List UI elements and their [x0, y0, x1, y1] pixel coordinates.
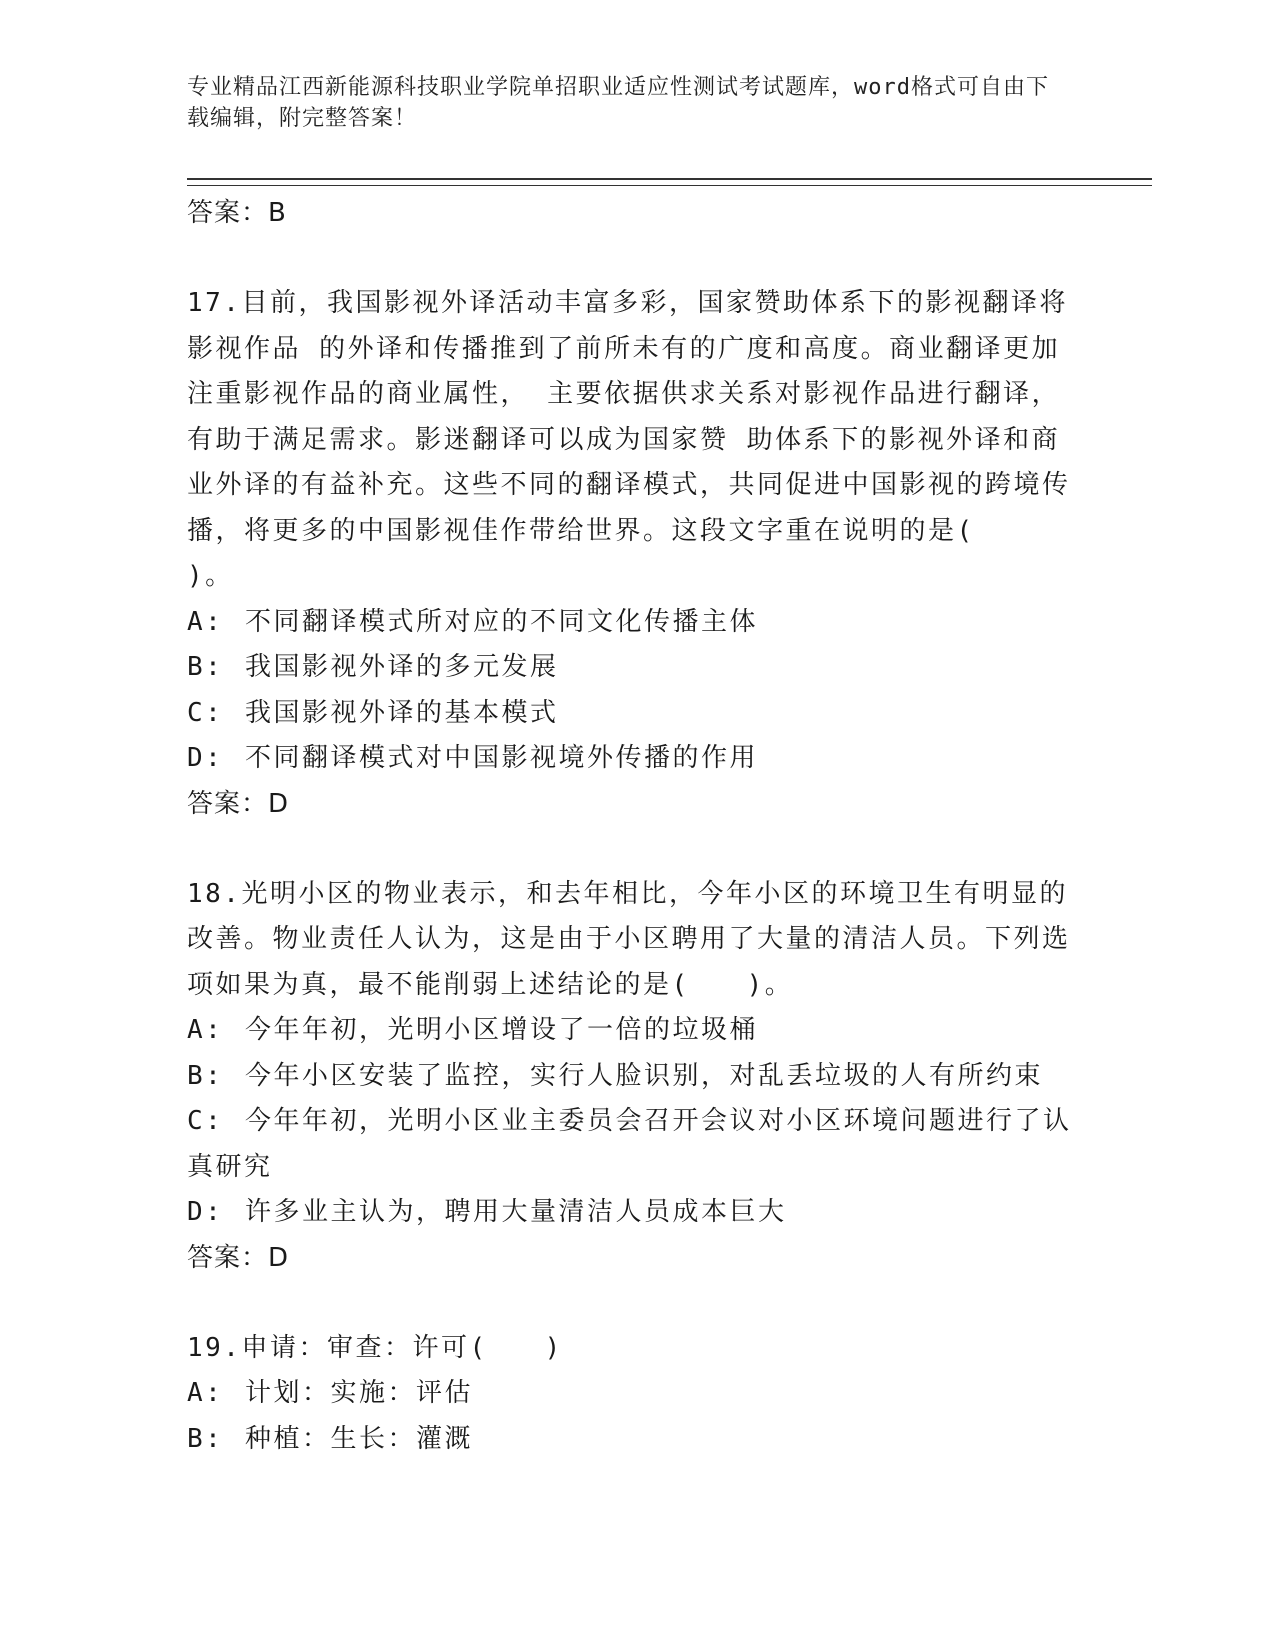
page-header: 专业精品江西新能源科技职业学院单招职业适应性测试考试题库，word格式可自由下载编辑，附完整答案！ [187, 75, 1049, 131]
option-d [187, 1190, 1077, 1236]
option-letter: B: [187, 652, 224, 682]
question-stem: 19.申请：审查：许可( ) [187, 1332, 563, 1363]
option-text: 我国影视外译的多元发展 [245, 652, 559, 682]
question-block [187, 1326, 1077, 1463]
question-block [187, 872, 1077, 1281]
option-text: 不同翻译模式对中国影视境外传播的作用 [245, 743, 759, 773]
option-text: 不同翻译模式所对应的不同文化传播主体 [245, 606, 759, 637]
option-letter: B: [187, 1423, 224, 1454]
option-letter: C: [187, 1106, 224, 1136]
document-body [187, 191, 1077, 1462]
option-c [187, 691, 1077, 737]
option-letter: A: [187, 1378, 224, 1408]
question-stem: 17.目前，我国影视外译活动丰富多彩，国家赞助体系下的影视翻译将影视作品 的外译和传播推到了前所未有的广度和高度。商业翻译更加注重影视作品的商业属性， 主要依据供求关系对影视作品进行翻译，有助于满足需求。影迷翻译可以成为国家赞 助体系下的影视外译和商业外译的有益补充。这些不同的翻译模式，共同促进中国影视的跨境传播，将更多的中国影视佳作带给世界。这段文字重在说明的是( )。 [187, 288, 1071, 591]
question-block [187, 281, 1077, 827]
option-d [187, 736, 1077, 782]
answer-line: 答案：D [187, 1242, 290, 1273]
option-text: 种植：生长：灌溉 [245, 1423, 474, 1454]
answer-line: 答案：B [187, 198, 287, 228]
option-a [187, 1371, 1077, 1417]
option-b [187, 645, 1077, 691]
option-a [187, 600, 1077, 646]
option-b [187, 1417, 1077, 1463]
answer-line: 答案：D [187, 788, 290, 819]
option-b [187, 1054, 1077, 1100]
option-letter: A: [187, 1015, 224, 1045]
option-letter: D: [187, 1197, 224, 1227]
option-text: 今年年初，光明小区增设了一倍的垃圾桶 [245, 1015, 759, 1045]
option-letter: A: [187, 606, 224, 637]
option-text: 许多业主认为，聘用大量清洁人员成本巨大 [245, 1197, 787, 1227]
question-stem: 18.光明小区的物业表示，和去年相比，今年小区的环境卫生有明显的改善。物业责任人认为，这是由于小区聘用了大量的清洁人员。下列选项如果为真，最不能削弱上述结论的是( )。 [187, 878, 1071, 1000]
option-text: 今年小区安装了监控，实行人脸识别，对乱丢垃圾的人有所约束 [245, 1060, 1044, 1091]
option-letter: D: [187, 743, 224, 773]
option-text: 计划：实施：评估 [245, 1378, 474, 1408]
option-letter: C: [187, 697, 224, 728]
option-a [187, 1008, 1077, 1054]
option-letter: B: [187, 1060, 224, 1091]
option-c [187, 1099, 1077, 1190]
header-divider [187, 178, 1152, 186]
option-text: 我国影视外译的基本模式 [245, 697, 559, 728]
option-text: 今年年初，光明小区业主委员会召开会议对小区环境问题进行了认真研究 [187, 1106, 1072, 1182]
